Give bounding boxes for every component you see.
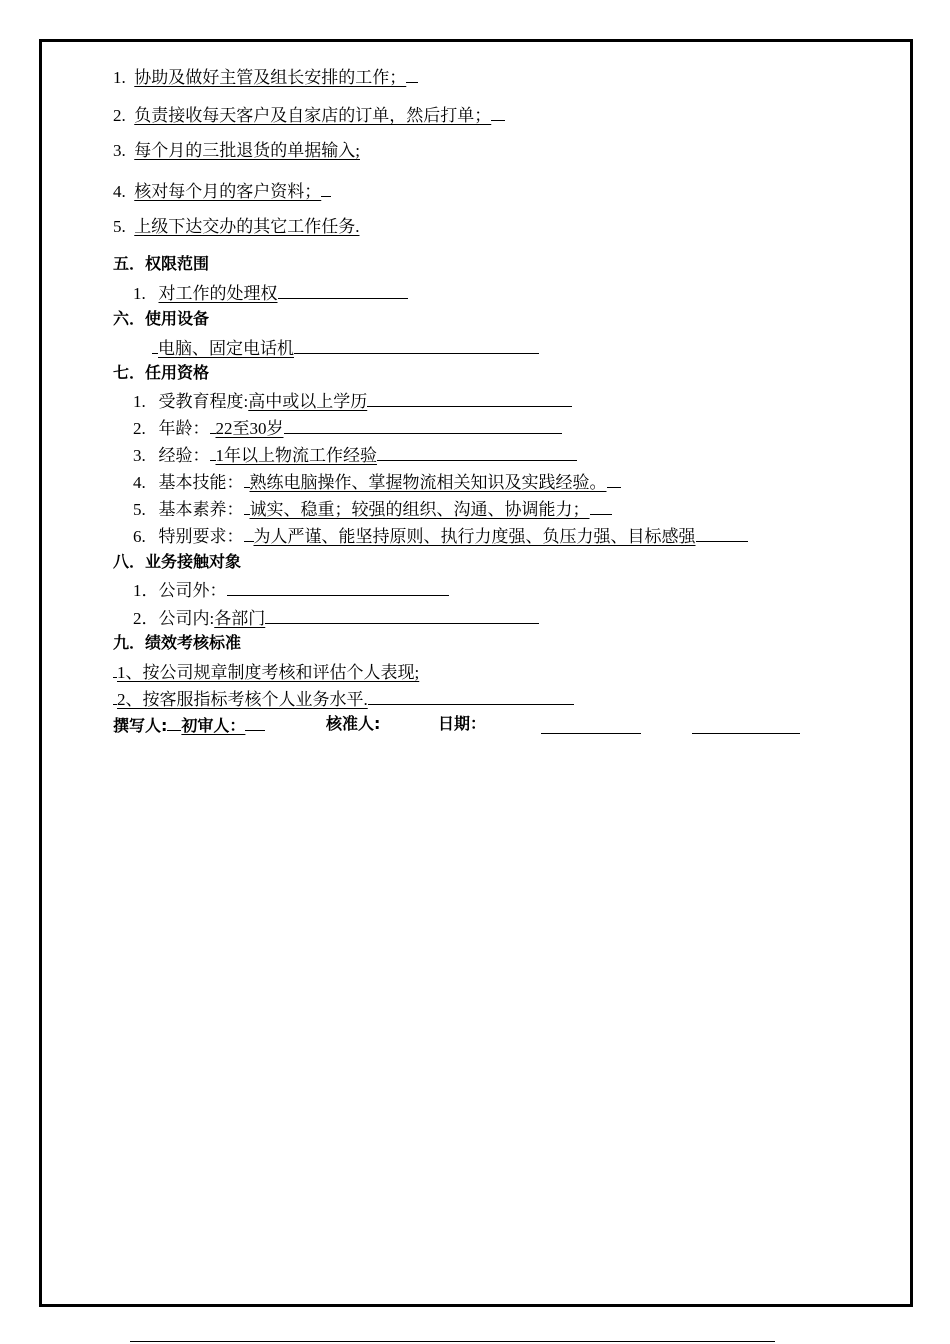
qualification-item: 1. 受教育程度:高中或以上学历 [133, 389, 572, 412]
first-reviewer-label: 初审人： [181, 716, 246, 735]
duty-text: 每个月的三批退货的单据输入; [134, 141, 360, 160]
section-title-qualifications: 七．任用资格 [113, 363, 210, 382]
authority-item: 1. 对工作的处理权 [133, 281, 408, 304]
duty-text: 协助及做好主管及组长安排的工作； [134, 68, 407, 87]
signoff-row [113, 714, 265, 736]
section-title-contacts: 八．业务接触对象 [113, 552, 242, 571]
duty-item: 4. 核对每个月的客户资料； [113, 179, 331, 202]
duty-item: 1. 协助及做好主管及组长安排的工作； [113, 65, 418, 88]
duty-item: 5. 上级下达交办的其它工作任务. [113, 217, 360, 236]
approver-label: 核准人: [326, 714, 381, 733]
section-title-authority: 五．权限范围 [113, 254, 210, 273]
duty-text: 负责接收每天客户及自家店的订单，然后打单； [134, 106, 492, 125]
date-label: 日期： [438, 714, 487, 733]
contact-item: 1．公司外： [133, 578, 449, 601]
duty-text: 上级下达交办的其它工作任务. [134, 217, 360, 236]
duty-text: 核对每个月的客户资料； [134, 182, 322, 201]
section-title-performance: 九．绩效考核标准 [113, 633, 242, 652]
section-title-equipment: 六．使用设备 [113, 309, 210, 328]
qualification-item: 2. 年龄： 22至30岁 [133, 416, 562, 439]
qualification-item: 6. 特别要求： 为人严谨、能坚持原则、执行力度强、负压力强、目标感强 [133, 524, 748, 547]
performance-item: 1、按公司规章制度考核和评估个人表现; [113, 660, 419, 683]
duty-item: 3. 每个月的三批退货的单据输入; [113, 141, 360, 160]
date-field [438, 714, 486, 734]
contact-item: 2．公司内:各部门 [133, 606, 539, 629]
approver-field [326, 714, 380, 734]
qualification-item: 4. 基本技能： 熟练电脑操作、掌握物流相关知识及实践经验。 [133, 470, 621, 493]
signature-blank [692, 733, 800, 734]
page-bottom-rule [130, 1341, 775, 1342]
writer-label: 撰写人: [113, 716, 168, 735]
qualification-item: 3. 经验： 1年以上物流工作经验 [133, 443, 577, 466]
qualification-item: 5. 基本素养： 诚实、稳重；较强的组织、沟通、协调能力； [133, 497, 612, 520]
duty-item: 2. 负责接收每天客户及自家店的订单，然后打单； [113, 103, 505, 126]
signature-blank [541, 733, 641, 734]
equipment-line [152, 336, 539, 359]
equipment-text: 电脑、固定电话机 [158, 339, 294, 358]
performance-item: 2、按客服指标考核个人业务水平. [113, 687, 574, 710]
